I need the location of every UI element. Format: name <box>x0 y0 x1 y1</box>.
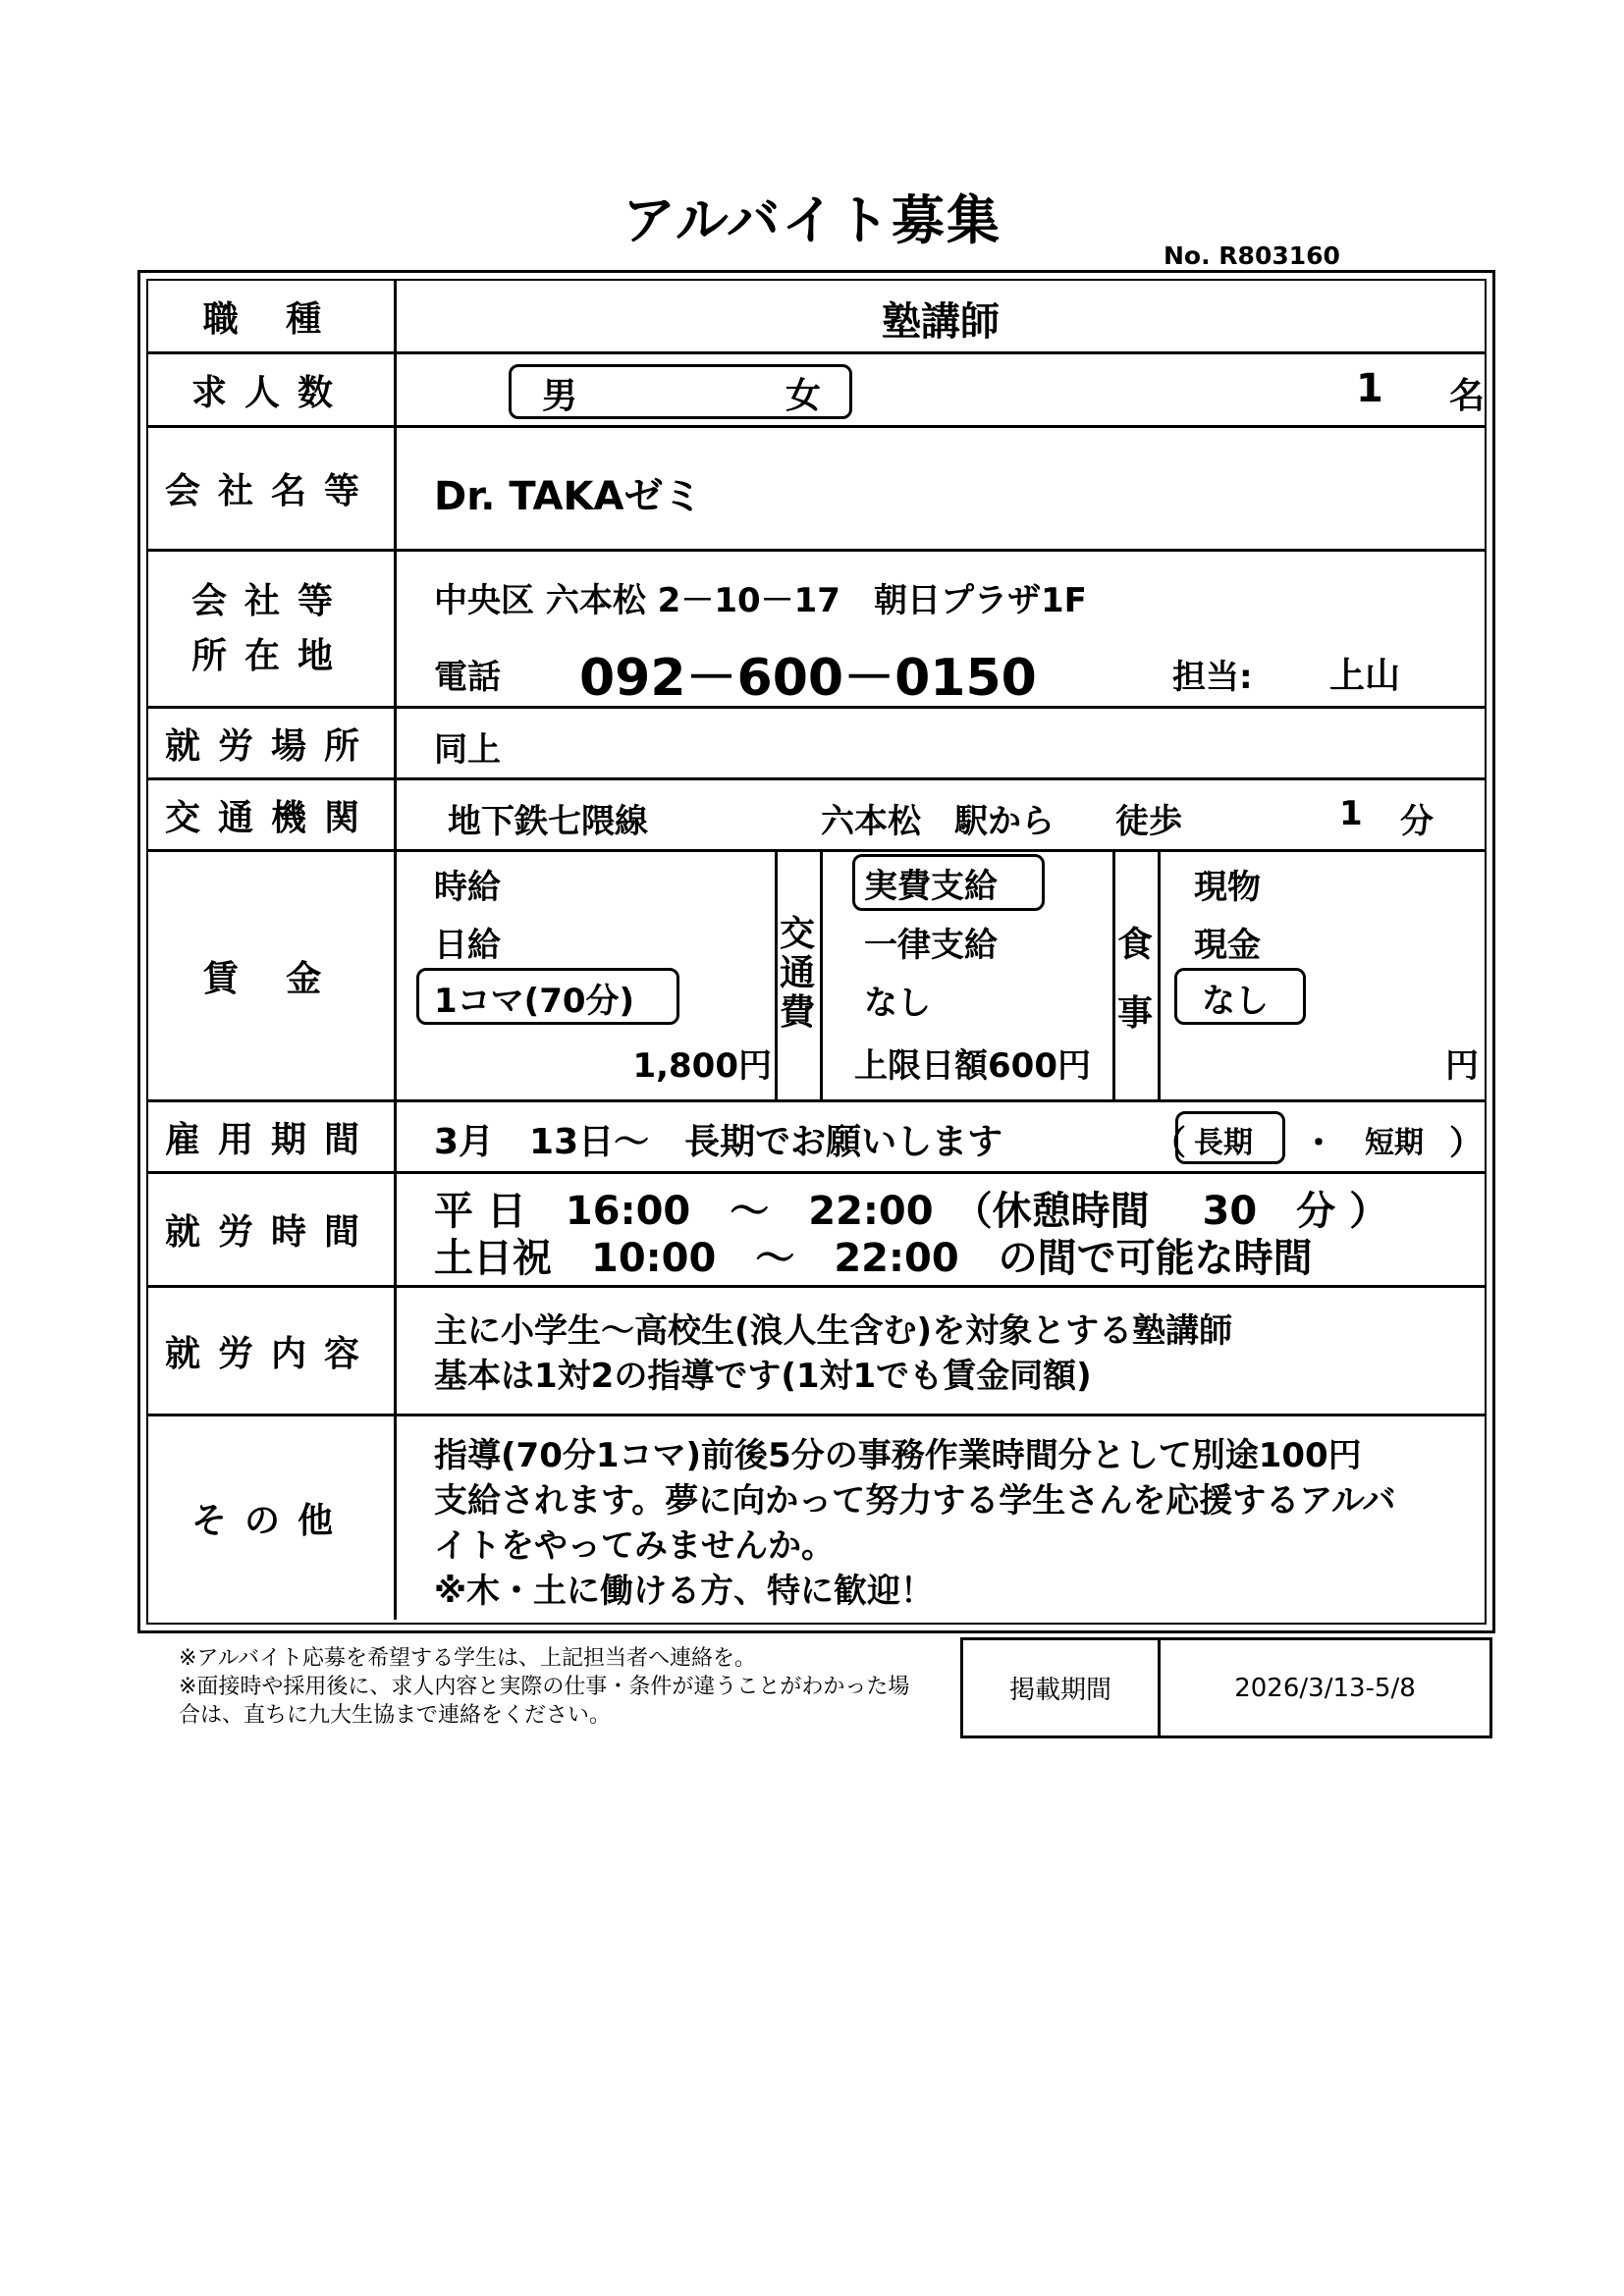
label-employment-period: 雇用期間 <box>148 1102 397 1171</box>
footer-note-2: ※面接時や採用後に、求人内容と実際の仕事・条件が違うことがわかった場 <box>179 1675 910 1699</box>
label-transport: 交通機関 <box>148 780 397 849</box>
label-location-line1: 会社等 <box>190 580 351 621</box>
period-dot: ・ <box>1302 1124 1335 1163</box>
label-wage: 賃 金 <box>148 852 397 1099</box>
posting-period-value: 2026/3/13-5/8 <box>1234 1673 1416 1703</box>
job-type-value: 塾講師 <box>882 299 1000 345</box>
wage-hourly: 時給 <box>434 868 501 907</box>
wage-amount: 1,800円 <box>632 1046 772 1086</box>
walk-minutes-unit: 分 <box>1400 802 1434 841</box>
other-line2: 支給されます。夢に向かって努力する学生さんを応援するアルバ <box>434 1481 1396 1521</box>
meal-cash: 現金 <box>1194 926 1261 965</box>
transport-cost-label: 交通費 <box>779 914 815 1033</box>
label-workplace: 就労場所 <box>148 709 397 777</box>
hours-weekend: 土日祝 10:00 ～ 22:00 の間で可能な時間 <box>434 1236 1313 1281</box>
footer-note-3: 合は、直ちに九大生協まで連絡をください。 <box>179 1703 612 1728</box>
transport-actual: 実費支給 <box>864 867 998 906</box>
contact-person: 上山 <box>1329 656 1401 696</box>
walk-minutes: 1 <box>1339 794 1363 833</box>
period-long: 長期 <box>1194 1126 1253 1160</box>
row-job-content <box>148 1288 1485 1416</box>
wage-divider-2 <box>820 852 823 1099</box>
hours-weekday: 平 日 16:00 ～ 22:00 （休憩時間 30 分 ） <box>434 1189 1389 1234</box>
transport-none: なし <box>864 984 931 1023</box>
wage-per-class: 1コマ(70分) <box>434 982 635 1021</box>
transport-limit: 上限日額600円 <box>854 1046 1091 1086</box>
period-open-paren: （ <box>1153 1124 1186 1163</box>
walk-label: 徒歩 <box>1115 802 1182 841</box>
row-employment-period <box>148 1102 1485 1174</box>
wage-divider-4 <box>1158 852 1161 1099</box>
content-line2: 基本は1対2の指導です(1対1でも賃金同額) <box>434 1357 1092 1396</box>
transport-flat: 一律支給 <box>864 926 998 965</box>
wage-daily: 日給 <box>434 926 501 965</box>
meal-yen: 円 <box>1445 1046 1479 1086</box>
openings-count: 1 <box>1356 366 1383 411</box>
company-address: 中央区 六本松 2－10－17 朝日プラザ1F <box>434 581 1087 620</box>
contact-label: 担当: <box>1172 658 1253 697</box>
company-name: Dr. TAKAゼミ <box>434 474 703 519</box>
label-openings: 求人数 <box>148 354 397 425</box>
period-close-paren: ） <box>1449 1124 1483 1163</box>
row-openings <box>148 354 1485 428</box>
row-company <box>148 428 1485 552</box>
other-line4: ※木・土に働ける方、特に歓迎！ <box>434 1572 935 1611</box>
phone-label: 電話 <box>434 658 501 697</box>
page-title: アルバイト募集 <box>622 189 1002 251</box>
job-table-frame <box>137 270 1495 1633</box>
label-working-hours: 就労時間 <box>148 1174 397 1285</box>
label-other: その他 <box>148 1416 397 1620</box>
meal-label: 食事 <box>1116 925 1153 1034</box>
station: 六本松 駅から <box>821 802 1055 841</box>
period-short: 短期 <box>1365 1126 1424 1160</box>
row-wage <box>148 852 1485 1102</box>
phone-number: 092－600－0150 <box>579 649 1037 708</box>
label-job-content: 就労内容 <box>148 1288 397 1414</box>
row-workplace <box>148 709 1485 780</box>
row-job-type <box>148 281 1485 354</box>
row-location <box>148 552 1485 709</box>
footer-note-1: ※アルバイト応募を希望する学生は、上記担当者へ連絡を。 <box>179 1646 757 1671</box>
gender-female: 女 <box>785 376 822 416</box>
label-job-type: 職 種 <box>148 281 397 351</box>
label-location <box>148 552 397 706</box>
job-table <box>146 279 1487 1625</box>
meal-in-kind: 現物 <box>1194 868 1261 907</box>
posting-period-box <box>960 1637 1492 1738</box>
content-line1: 主に小学生～高校生(浪人生含む)を対象とする塾講師 <box>434 1311 1233 1351</box>
footer-notes <box>179 1644 909 1730</box>
row-working-hours <box>148 1174 1485 1288</box>
row-other <box>148 1416 1485 1620</box>
train-line: 地下鉄七隈線 <box>448 802 648 841</box>
row-transport <box>148 780 1485 852</box>
posting-period-label: 掲載期間 <box>963 1640 1161 1735</box>
workplace-value: 同上 <box>434 730 501 770</box>
meal-none: なし <box>1202 982 1269 1021</box>
other-line1: 指導(70分1コマ)前後5分の事務作業時間分として別途100円 <box>434 1436 1362 1475</box>
label-company: 会社名等 <box>148 428 397 549</box>
gender-male: 男 <box>542 376 578 416</box>
document-number: No. R803160 <box>1164 241 1340 270</box>
openings-unit: 名 <box>1449 376 1486 416</box>
employment-period-value: 3月 13日～ 長期でお願いします <box>434 1122 1003 1162</box>
other-line3: イトをやってみませんか。 <box>434 1526 835 1566</box>
label-location-line2: 所在地 <box>190 635 351 676</box>
